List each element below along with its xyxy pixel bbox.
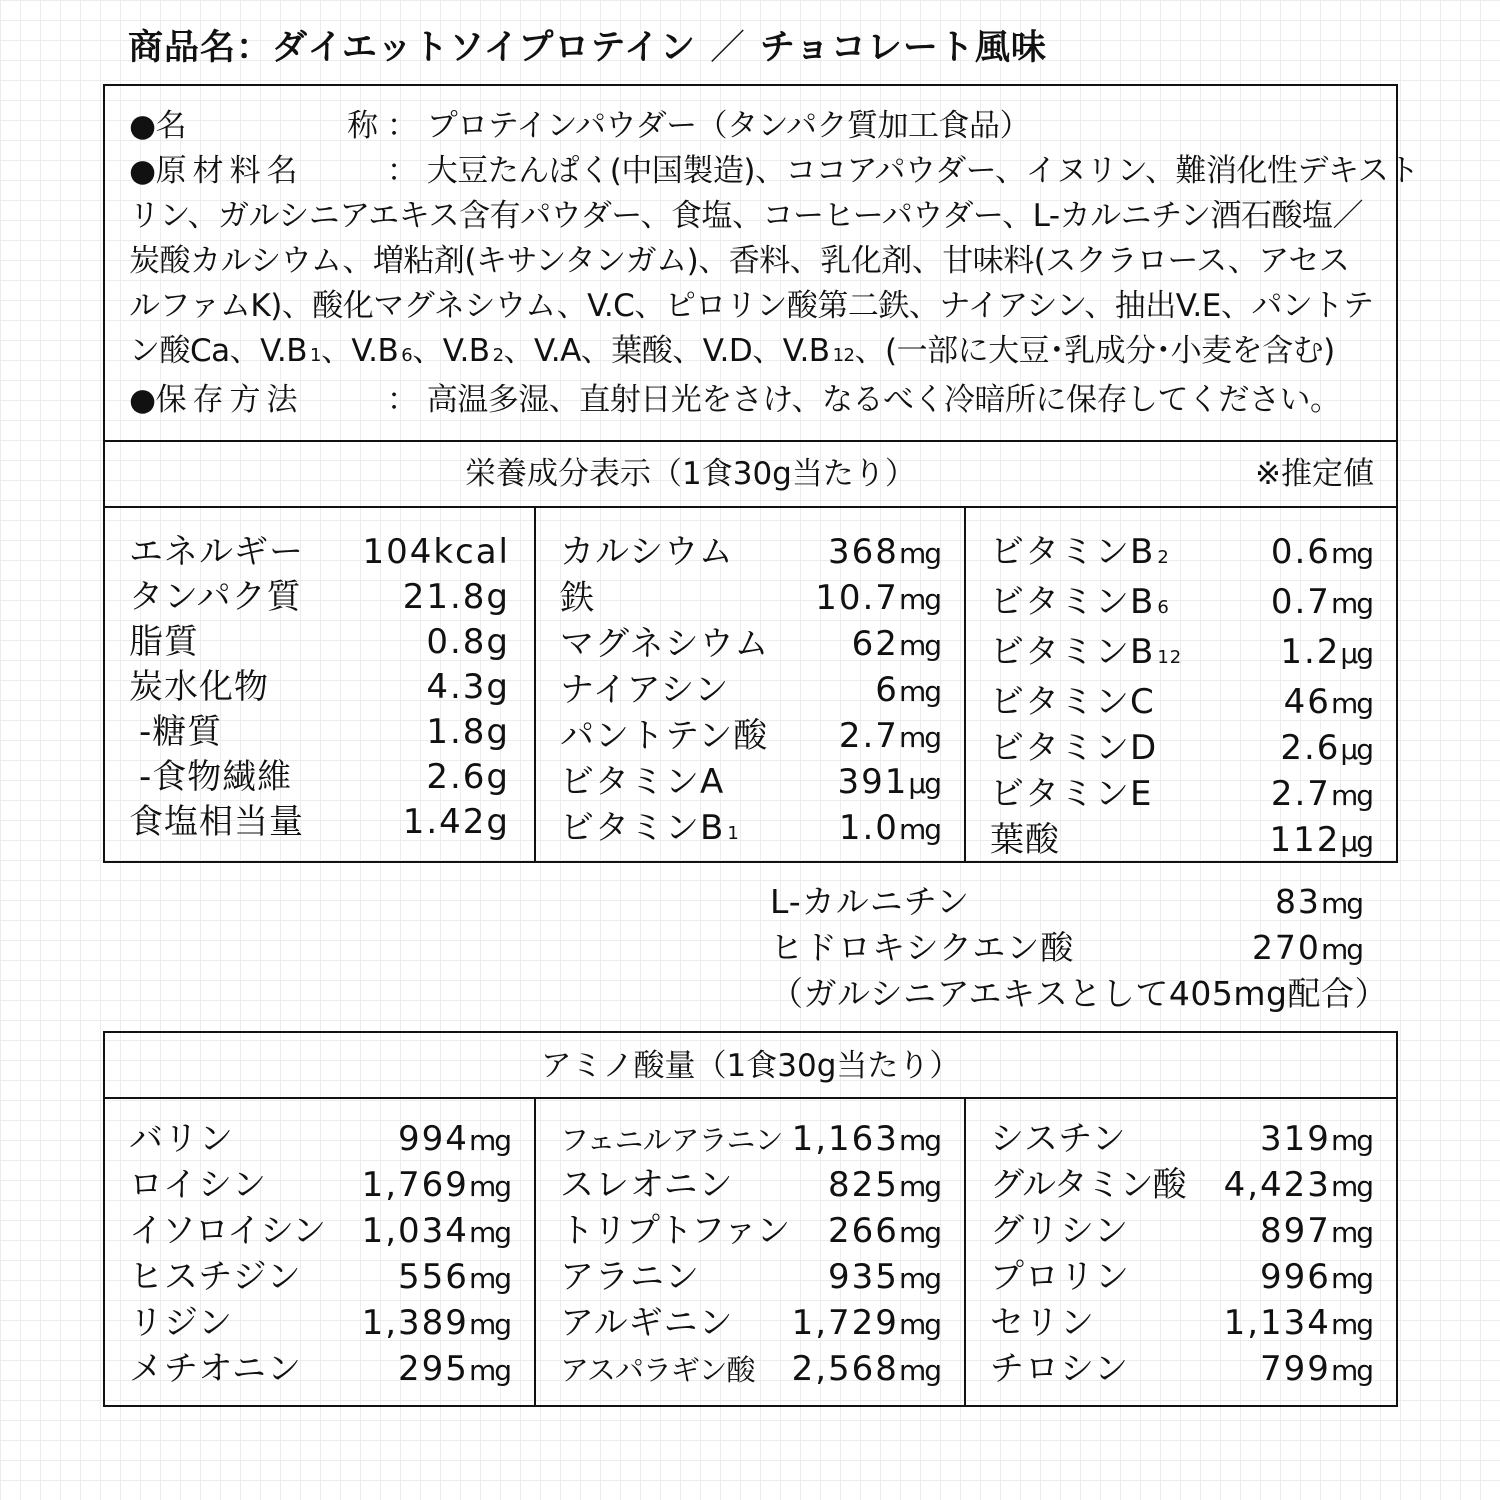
nutrition-title: 栄養成分表示（1食30g当たり）	[465, 456, 916, 492]
title-separator: ／	[709, 28, 746, 68]
garcinia-note: （ガルシニアエキスとして405mg配合）	[770, 974, 1388, 1013]
nutrition-row: 食塩相当量 1.42g	[129, 802, 510, 842]
amino-row: アルギニン 1,729mg	[560, 1303, 940, 1343]
product-title-label: 商品名：	[128, 28, 273, 68]
nutrition-column-3	[966, 508, 1396, 861]
colon: ：	[386, 153, 418, 189]
nutrition-row: 炭水化物 4.3g	[129, 667, 510, 707]
amino-column-3	[966, 1099, 1396, 1405]
extra-row: ヒドロキシクエン酸 270mg	[770, 928, 1362, 967]
amino-row: アラニン 935mg	[560, 1257, 940, 1297]
nutrition-row: 鉄 10.7mg	[560, 578, 940, 618]
nutrition-table	[103, 506, 1398, 863]
extra-ingredients	[770, 880, 1388, 1016]
estimate-note: ※推定値	[1255, 456, 1374, 492]
amino-row: バリン 994mg	[129, 1119, 510, 1159]
product-info-box	[103, 84, 1419, 442]
colon: ：	[386, 108, 418, 144]
amino-row: リジン 1,389mg	[129, 1303, 510, 1343]
nutrition-row: -糖質 1.8g	[139, 712, 510, 752]
amino-column-1	[105, 1099, 536, 1405]
amino-row: トリプトファン 266mg	[560, 1211, 940, 1251]
nutrition-row: マグネシウム 62mg	[560, 624, 940, 664]
amino-row: グルタミン酸 4,423mg	[990, 1165, 1372, 1205]
ingredients-text-1: リン、ガルシニアエキス含有パウダー、食塩、コーヒーパウダー、L-カルニチン酒石酸塩／	[129, 198, 1364, 234]
amino-row: グリシン 897mg	[990, 1211, 1372, 1251]
nutrition-row: ビタミンD 2.6μg	[990, 728, 1372, 768]
amino-row: ロイシン 1,769mg	[129, 1165, 510, 1205]
nutrition-header	[103, 440, 1398, 508]
amino-row: セリン 1,134mg	[990, 1303, 1372, 1343]
nutrition-row: 葉酸 112μg	[990, 820, 1372, 860]
ingredients-label: 原材料名	[155, 153, 304, 189]
nutrition-row: パントテン酸 2.7mg	[560, 716, 940, 756]
storage-value: 高温多湿、直射日光をさけ、なるべく冷暗所に保存してください。	[426, 382, 1341, 418]
info-name-line	[129, 104, 1376, 149]
amino-column-2	[536, 1099, 966, 1405]
amino-row: メチオニン 295mg	[129, 1349, 510, 1389]
amino-row: イソロイシン 1,034mg	[129, 1211, 510, 1251]
amino-header	[103, 1031, 1398, 1099]
nutrition-row: ビタミンC 46mg	[990, 682, 1372, 722]
nutrition-row: ビタミンB 1 1.0mg	[560, 808, 940, 848]
extra-row: L-カルニチン 83mg	[770, 882, 1362, 921]
nutrition-column-1	[105, 508, 536, 861]
ingredients-text-4: ン酸Ca、V.B 1、V.B 6、V.B 2、V.A、葉酸、V.D、V.B 12、(一部に大豆･乳成分･小麦を含む)	[129, 333, 1335, 369]
product-title	[128, 20, 1047, 76]
nutrition-row: エネルギー 104kcal	[129, 532, 510, 572]
name-value: プロテインパウダー（タンパク質加工食品）	[426, 108, 1030, 144]
product-flavor: チョコレート風味	[759, 28, 1047, 68]
nutrition-row: ビタミンE 2.7mg	[990, 774, 1372, 814]
ingredients-text-0: 大豆たんぱく(中国製造)、ココアパウダー、イヌリン、難消化性デキスト	[426, 153, 1419, 189]
nutrition-row: ビタミンA 391μg	[560, 762, 940, 802]
bullet-icon: ●	[129, 153, 156, 189]
name-label: 名 称	[155, 108, 378, 144]
bullet-icon: ●	[129, 382, 156, 418]
colon: ：	[386, 382, 418, 418]
amino-row: プロリン 996mg	[990, 1257, 1372, 1297]
bullet-icon: ●	[129, 108, 156, 144]
amino-row: チロシン 799mg	[990, 1349, 1372, 1389]
amino-row: フェニルアラニン 1,163mg	[560, 1119, 940, 1159]
nutrition-row: ビタミンB 2 0.6mg	[990, 532, 1372, 572]
info-storage-line	[129, 378, 1376, 423]
product-name: ダイエットソイプロテイン	[272, 28, 696, 68]
nutrition-row: 脂質 0.8g	[129, 622, 510, 662]
nutrition-row: ビタミンB 12 1.2μg	[990, 632, 1372, 672]
amino-row: スレオニン 825mg	[560, 1165, 940, 1205]
amino-title: アミノ酸量（1食30g当たり）	[540, 1048, 961, 1084]
amino-row: シスチン 319mg	[990, 1119, 1372, 1159]
ingredients-text-3: ルファムK)、酸化マグネシウム、V.C、ピロリン酸第二鉄、ナイアシン、抽出V.E、パントテ	[129, 288, 1374, 324]
amino-row: ヒスチジン 556mg	[129, 1257, 510, 1297]
nutrition-row: ビタミンB 6 0.7mg	[990, 582, 1372, 622]
amino-table	[103, 1097, 1398, 1407]
nutrition-row: タンパク質 21.8g	[129, 577, 510, 617]
info-ingredients-line	[129, 149, 1419, 194]
nutrition-row: カルシウム 368mg	[560, 532, 940, 572]
amino-row: アスパラギン酸 2,568mg	[560, 1349, 940, 1389]
nutrition-row: -食物繊維 2.6g	[139, 757, 510, 797]
storage-label: 保存方法	[155, 382, 304, 418]
nutrition-column-2	[536, 508, 966, 861]
nutrition-row: ナイアシン 6mg	[560, 670, 940, 710]
ingredients-text-2: 炭酸カルシウム、増粘剤(キサンタンガム)、香料、乳化剤、甘味料(スクラロース、アセス	[129, 243, 1350, 279]
